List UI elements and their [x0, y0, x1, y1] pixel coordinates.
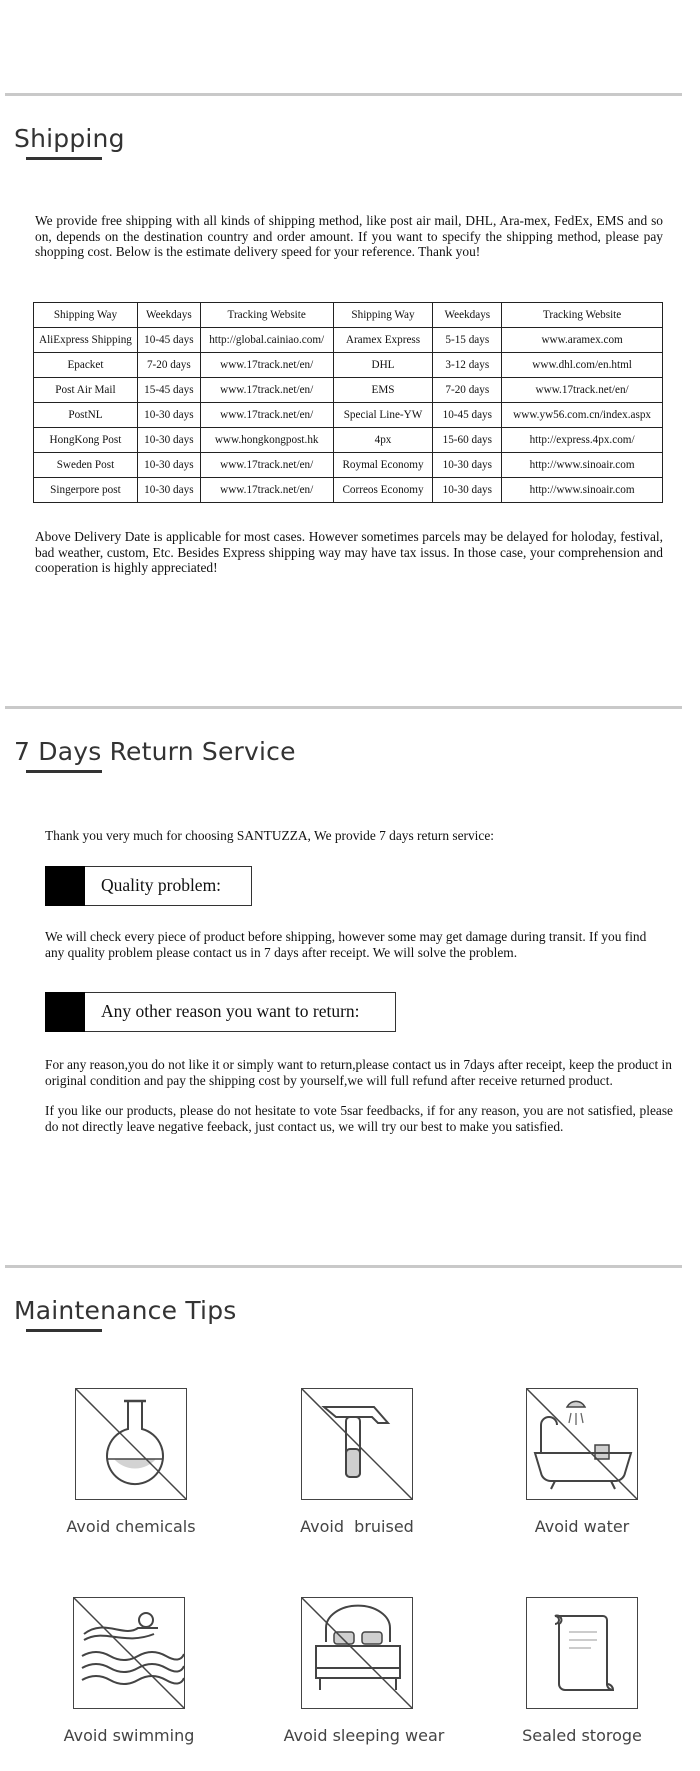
table-cell: www.17track.net/en/ — [200, 378, 333, 403]
table-cell: www.17track.net/en/ — [200, 353, 333, 378]
table-cell: 10-30 days — [433, 478, 502, 503]
section-divider — [5, 93, 682, 96]
table-cell: http://global.cainiao.com/ — [200, 328, 333, 353]
shipping-table — [33, 302, 663, 503]
table-header-cell: Tracking Website — [200, 303, 333, 328]
table-header-row — [34, 303, 663, 328]
table-cell: Aramex Express — [333, 328, 433, 353]
table-cell: Correos Economy — [333, 478, 433, 503]
table-cell: 15-60 days — [433, 428, 502, 453]
table-cell: Special Line-YW — [333, 403, 433, 428]
chemical-flask-icon — [75, 1388, 187, 1500]
title-underline — [26, 770, 102, 773]
table-header-cell: Weekdays — [137, 303, 200, 328]
table-cell: 10-45 days — [433, 403, 502, 428]
table-cell: 5-15 days — [433, 328, 502, 353]
hammer-icon — [301, 1388, 413, 1500]
table-header-cell: Weekdays — [433, 303, 502, 328]
table-cell: 3-12 days — [433, 353, 502, 378]
table-cell: 4px — [333, 428, 433, 453]
table-cell: http://www.sinoair.com — [502, 453, 663, 478]
tip-label: Avoid chemicals — [66, 1517, 196, 1536]
table-header-cell: Shipping Way — [333, 303, 433, 328]
scroll-icon — [526, 1597, 638, 1709]
table-cell: AliExpress Shipping — [34, 328, 138, 353]
table-cell: http://express.4px.com/ — [502, 428, 663, 453]
tip-label: Avoid bruised — [300, 1517, 414, 1536]
tip-label: Sealed storoge — [522, 1726, 642, 1745]
table-header-cell: Shipping Way — [34, 303, 138, 328]
tip-label: Avoid sleeping wear — [283, 1726, 445, 1745]
table-cell: Epacket — [34, 353, 138, 378]
table-cell: 10-45 days — [137, 328, 200, 353]
other-reason-text: For any reason,you do not like it or simply want to return,please contact us in 7days after receipt, keep the product in original condition and pay the shipping cost by yourself,we will full refund after receive returned product. — [45, 1057, 672, 1088]
section-divider — [5, 1265, 682, 1268]
table-row — [34, 403, 663, 428]
table-cell: PostNL — [34, 403, 138, 428]
title-underline — [26, 1329, 102, 1332]
table-cell: 7-20 days — [137, 353, 200, 378]
tip-label: Avoid swimming — [63, 1726, 195, 1745]
table-header-cell: Tracking Website — [502, 303, 663, 328]
table-cell: EMS — [333, 378, 433, 403]
table-cell: www.yw56.com.cn/index.aspx — [502, 403, 663, 428]
shipping-note: Above Delivery Date is applicable for most cases. However sometimes parcels may be delayed for holoday, festival, bad weather, custom, Etc. Besides Express shipping way may have tax issus. In those case, your comprehension and cooperation is highly appreciated! — [35, 529, 663, 576]
table-cell: www.17track.net/en/ — [200, 453, 333, 478]
label-marker — [45, 866, 85, 906]
table-cell: www.dhl.com/en.html — [502, 353, 663, 378]
swimmer-icon — [73, 1597, 185, 1709]
table-row — [34, 353, 663, 378]
table-cell: www.aramex.com — [502, 328, 663, 353]
title-underline — [26, 157, 102, 160]
returns-intro: Thank you very much for choosing SANTUZZA, We provide 7 days return service: — [45, 828, 495, 843]
quality-problem-label: Quality problem: — [45, 866, 252, 906]
label-marker — [45, 992, 85, 1032]
table-cell: DHL — [333, 353, 433, 378]
other-reason-label: Any other reason you want to return: — [45, 992, 396, 1032]
table-cell: 10-30 days — [433, 453, 502, 478]
section-divider — [5, 706, 682, 709]
table-cell: www.17track.net/en/ — [200, 478, 333, 503]
shipping-intro: We provide free shipping with all kinds of shipping method, like post air mail, DHL, Ara-mex, FedEx, EMS and so on, depends on the destination country and order amount. If you want to specify the shipping method, please pay shopping cost. Below is the estimate delivery speed for your reference. Thank you! — [35, 213, 663, 260]
table-cell: Sweden Post — [34, 453, 138, 478]
table-cell: 10-30 days — [137, 403, 200, 428]
table-cell: www.hongkongpost.hk — [200, 428, 333, 453]
table-cell: 10-30 days — [137, 428, 200, 453]
shipping-title: Shipping — [14, 124, 125, 153]
table-cell: HongKong Post — [34, 428, 138, 453]
tip-label: Avoid water — [534, 1517, 630, 1536]
table-cell: 7-20 days — [433, 378, 502, 403]
table-cell: 15-45 days — [137, 378, 200, 403]
closing-text: If you like our products, please do not hesitate to vote 5sar feedbacks, if for any reason, you are not satisfied, please do not directly leave negative feeback, just contact us, we will try our best to make you satisfied. — [45, 1103, 673, 1134]
table-row — [34, 378, 663, 403]
table-row — [34, 428, 663, 453]
table-cell: Post Air Mail — [34, 378, 138, 403]
bed-icon — [301, 1597, 413, 1709]
table-cell: www.17track.net/en/ — [502, 378, 663, 403]
returns-title: 7 Days Return Service — [14, 737, 296, 766]
table-cell: 10-30 days — [137, 453, 200, 478]
table-row — [34, 328, 663, 353]
quality-problem-text: We will check every piece of product before shipping, however some may get damage during transit. If you find any quality problem please contact us in 7 days after receipt. We will solve the problem. — [45, 929, 647, 960]
table-cell: http://www.sinoair.com — [502, 478, 663, 503]
maintenance-title: Maintenance Tips — [14, 1296, 237, 1325]
table-cell: Roymal Economy — [333, 453, 433, 478]
table-row — [34, 453, 663, 478]
bathtub-shower-icon — [526, 1388, 638, 1500]
table-cell: Singerpore post — [34, 478, 138, 503]
table-cell: 10-30 days — [137, 478, 200, 503]
table-row — [34, 478, 663, 503]
table-cell: www.17track.net/en/ — [200, 403, 333, 428]
